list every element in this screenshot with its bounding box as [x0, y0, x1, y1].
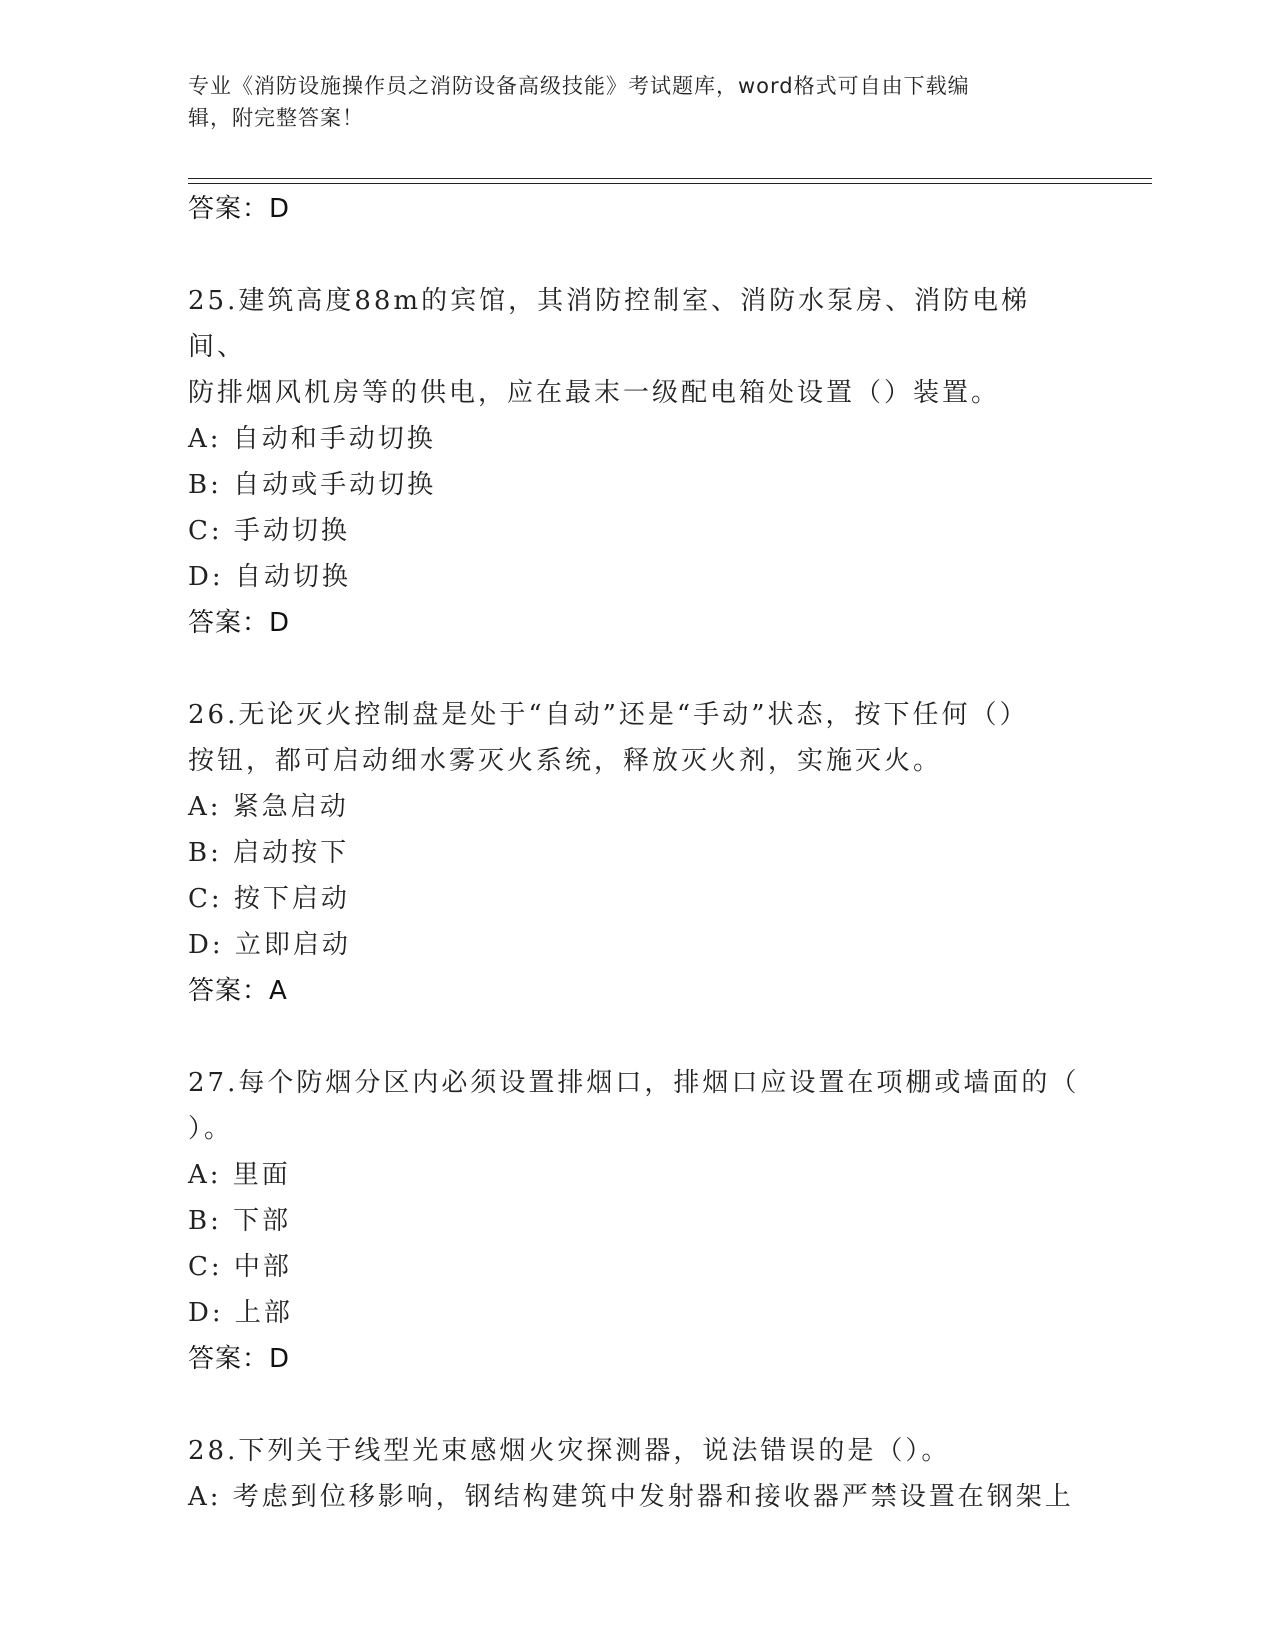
- option-b: B: 自动或手动切换: [188, 470, 437, 500]
- question-text: 27.每个防烟分区内必须设置排烟口，排烟口应设置在项棚或墙面的（ ）。: [188, 1068, 1080, 1144]
- previous-answer: 答案：D: [188, 194, 291, 224]
- question-block: [188, 692, 1088, 1014]
- option-a: A: 里面: [188, 1160, 291, 1190]
- page-header: [188, 70, 1068, 134]
- question-block: [188, 278, 1088, 646]
- question-block: [188, 1060, 1088, 1382]
- option-d: D: 自动切换: [188, 562, 351, 592]
- answer-line: 答案：D: [188, 1344, 291, 1374]
- option-a: A: 紧急启动: [188, 792, 349, 822]
- header-line-2: 辑，附完整答案！: [188, 106, 364, 130]
- option-b: B: 下部: [188, 1206, 292, 1236]
- option-a: A: 考虑到位移影响，钢结构建筑中发射器和接收器严禁设置在钢架上: [188, 1482, 1074, 1512]
- question-text: 25.建筑高度88m的宾馆，其消防控制室、消防水泵房、消防电梯间、 防排烟风机房等的供电，应在最末一级配电箱处设置（）装置。: [188, 286, 1031, 408]
- option-b: B: 启动按下: [188, 838, 350, 868]
- question-text: 26.无论灭火控制盘是处于“自动”还是“手动”状态，按下任何（） 按钮，都可启动细水雾灭火系统，释放灭火剂，实施灭火。: [188, 700, 1029, 776]
- question-text: 28.下列关于线型光束感烟火灾探测器，说法错误的是（）。: [188, 1436, 951, 1466]
- answer-line: 答案：D: [188, 608, 291, 638]
- header-line-1: 专业《消防设施操作员之消防设备高级技能》考试题库，word格式可自由下载编: [188, 74, 970, 98]
- option-c: C: 中部: [188, 1252, 292, 1282]
- header-divider-top: [188, 178, 1152, 179]
- option-d: D: 立即启动: [188, 930, 351, 960]
- header-divider-bottom: [188, 183, 1152, 184]
- option-a: A: 自动和手动切换: [188, 424, 436, 454]
- option-d: D: 上部: [188, 1298, 293, 1328]
- question-list: [188, 186, 1088, 1520]
- option-c: C: 手动切换: [188, 516, 350, 546]
- option-c: C: 按下启动: [188, 884, 350, 914]
- answer-line: 答案：A: [188, 976, 288, 1006]
- question-block: [188, 1428, 1088, 1520]
